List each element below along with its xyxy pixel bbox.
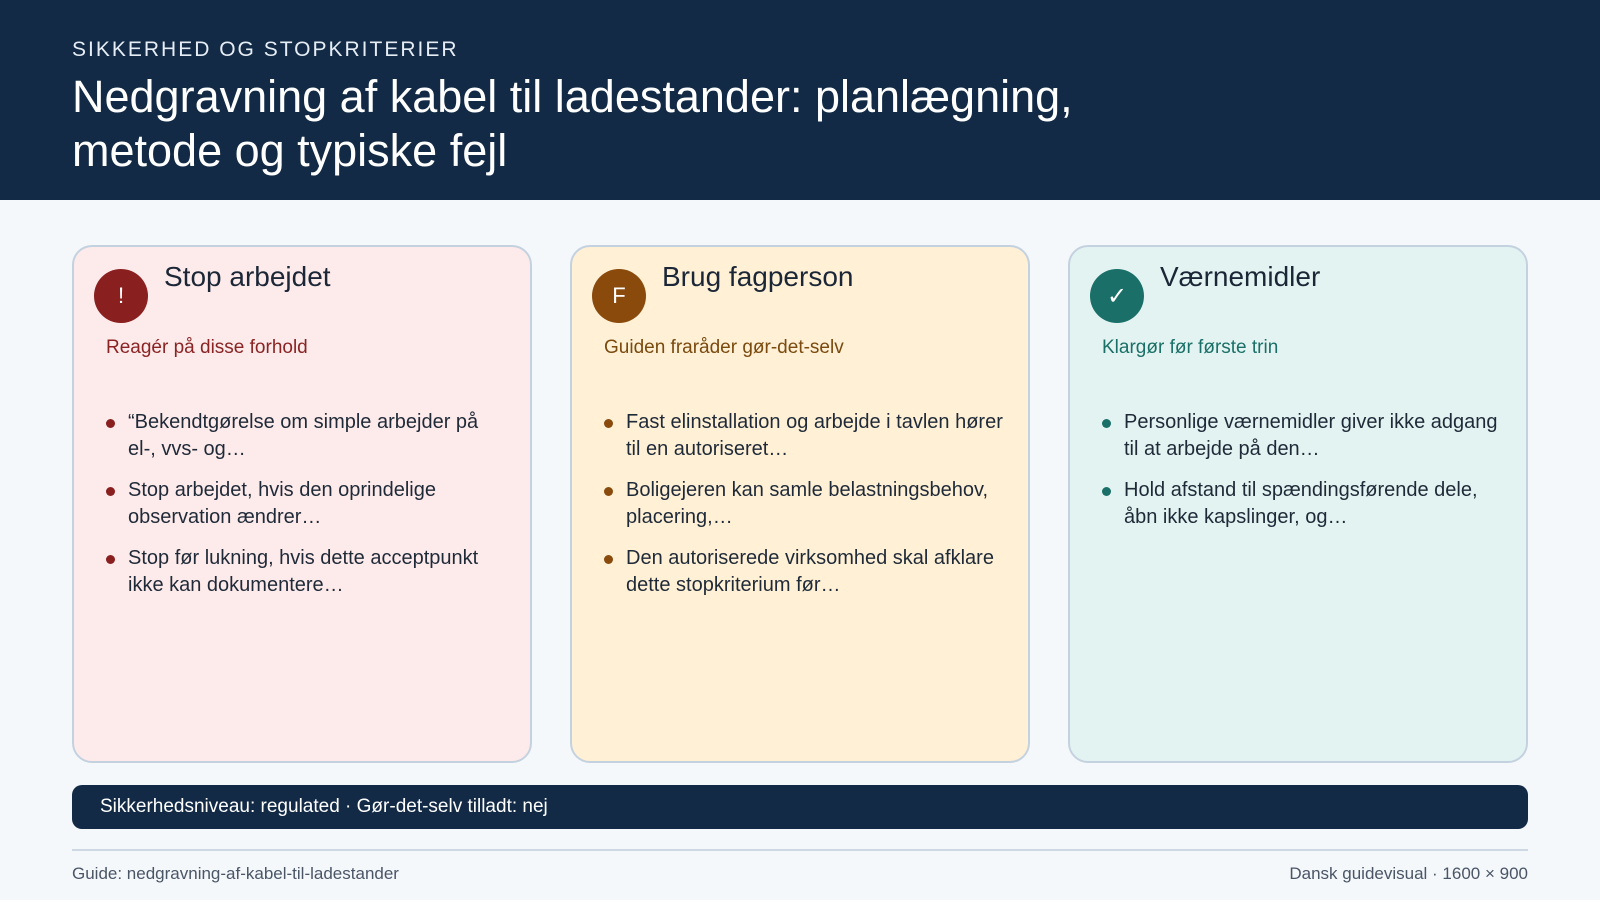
- card-title: Værnemidler: [1160, 261, 1321, 292]
- page-title: Nedgravning af kabel til ladestander: planlægning, metode og typiske fejl: [72, 71, 1073, 176]
- list-item: [604, 409, 1004, 463]
- list-item-text: Boligejeren kan samle belastningsbehov, placering,…: [626, 479, 989, 528]
- bullet-icon: [604, 419, 613, 428]
- list-item-text: Den autoriserede virksomhed skal afklare dette stopkriterium før…: [626, 547, 994, 596]
- footer-guide-name: Guide: nedgravning-af-kabel-til-ladestander: [72, 864, 399, 883]
- card-subtitle: Klargør før første trin: [1102, 337, 1279, 358]
- list-item: [1102, 409, 1502, 463]
- bullet-icon: [604, 487, 613, 496]
- list-item: [604, 477, 1004, 531]
- list-item: [1102, 477, 1502, 531]
- card-title: Brug fagperson: [662, 261, 854, 292]
- exclamation-icon: !: [94, 269, 148, 323]
- bullet-list: [1102, 409, 1502, 545]
- header: [0, 0, 1600, 200]
- bullet-icon: [1102, 419, 1111, 428]
- card-subtitle: Guiden fraråder gør-det-selv: [604, 337, 844, 358]
- list-item: [604, 545, 1004, 599]
- card-title: Stop arbejdet: [164, 261, 331, 292]
- list-item: [106, 545, 506, 599]
- bullet-list: [604, 409, 1004, 613]
- safety-status-bar: Sikkerhedsniveau: regulated · Gør-det-selv tilladt: nej: [72, 785, 1528, 829]
- letter-f-icon: F: [592, 269, 646, 323]
- list-item-text: Fast elinstallation og arbejde i tavlen hører til en autoriseret…: [626, 411, 1003, 460]
- card-use-professional: [570, 245, 1030, 763]
- bullet-icon: [106, 555, 115, 564]
- bullet-icon: [604, 555, 613, 564]
- list-item: [106, 409, 506, 463]
- checkmark-icon: ✓: [1090, 269, 1144, 323]
- list-item-text: Stop arbejdet, hvis den oprindelige observation ændrer…: [128, 479, 436, 528]
- bullet-icon: [106, 419, 115, 428]
- bullet-list: [106, 409, 506, 613]
- list-item-text: Personlige værnemidler giver ikke adgang til at arbejde på den…: [1124, 411, 1498, 460]
- list-item-text: Stop før lukning, hvis dette acceptpunkt ikke kan dokumentere…: [128, 547, 479, 596]
- card-protective-equipment: [1068, 245, 1528, 763]
- footer-credit: Dansk guidevisual · 1600 × 900: [1289, 864, 1528, 883]
- card-stop-work: [72, 245, 532, 763]
- bullet-icon: [106, 487, 115, 496]
- footer-divider: [72, 849, 1528, 851]
- list-item-text: “Bekendtgørelse om simple arbejder på el-, vvs- og…: [128, 411, 479, 460]
- bullet-icon: [1102, 487, 1111, 496]
- eyebrow: SIKKERHED OG STOPKRITERIER: [72, 38, 459, 61]
- list-item: [106, 477, 506, 531]
- list-item-text: Hold afstand til spændingsførende dele, åbn ikke kapslinger, og…: [1124, 479, 1478, 528]
- card-subtitle: Reagér på disse forhold: [106, 337, 308, 358]
